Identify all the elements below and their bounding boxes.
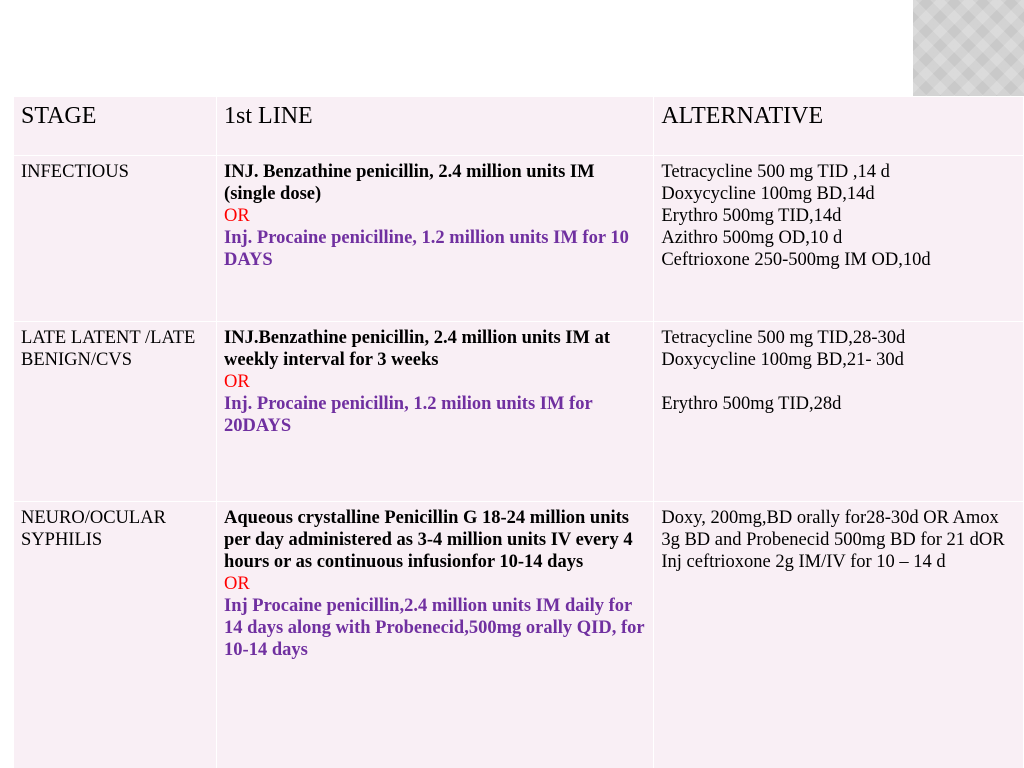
first-line-alt-regimen: Inj. Procaine penicillin, 1.2 milion units IM for 20DAYS [224,394,593,436]
alternative-cell [654,322,1024,502]
alternative-cell [654,156,1024,322]
first-line-cell [217,322,654,502]
stage-cell: INFECTIOUS [14,156,217,322]
alternative-item: Doxy, 200mg,BD orally for28-30d OR Amox 3g BD and Probenecid 500mg BD for 21 dOR Inj ceftrioxone 2g IM/IV for 10 – 14 d [661,508,1005,572]
stage-cell: NEURO/OCULAR SYPHILIS [14,502,217,768]
first-line-cell [217,502,654,768]
alternative-item: Tetracycline 500 mg TID,28-30d [661,328,906,348]
treatment-table [13,96,1024,768]
or-separator: OR [224,372,250,392]
alternative-item: Doxycycline 100mg BD,14d [661,184,875,204]
first-line-alt-regimen: Inj Procaine penicillin,2.4 million units IM daily for 14 days along with Probenecid,500mg orally QID, for 10-14 days [224,596,645,660]
table-row-neuro-ocular [14,502,1024,768]
alternative-item: Erythro 500mg TID,28d [661,394,842,414]
alternative-item: Ceftrioxone 250-500mg IM OD,10d [661,250,931,270]
corner-diamond-pattern-icon [913,0,1024,96]
first-line-regimen: INJ. Benzathine penicillin, 2.4 million units IM (single dose) [224,162,595,204]
first-line-regimen: Aqueous crystalline Penicillin G 18-24 million units per day administered as 3-4 million units IV every 4 hours or as continuous infusionfor 10-14 days [224,508,633,572]
header-alternative: ALTERNATIVE [654,97,1024,156]
or-separator: OR [224,206,250,226]
or-separator: OR [224,574,250,594]
stage-cell: LATE LATENT /LATE BENIGN/CVS [14,322,217,502]
header-stage: STAGE [14,97,217,156]
header-first-line: 1st LINE [217,97,654,156]
alternative-item: Tetracycline 500 mg TID ,14 d [661,162,890,182]
table-header-row [14,97,1024,156]
first-line-regimen: INJ.Benzathine penicillin, 2.4 million units IM at weekly interval for 3 weeks [224,328,611,370]
alternative-item: Azithro 500mg OD,10 d [661,228,843,248]
table-row-late-latent [14,322,1024,502]
first-line-cell [217,156,654,322]
alternative-spacer [661,371,1017,393]
alternative-item: Doxycycline 100mg BD,21- 30d [661,350,904,370]
table-row-infectious [14,156,1024,322]
alternative-cell [654,502,1024,768]
alternative-item: Erythro 500mg TID,14d [661,206,842,226]
first-line-alt-regimen: Inj. Procaine penicilline, 1.2 million units IM for 10 DAYS [224,228,629,270]
